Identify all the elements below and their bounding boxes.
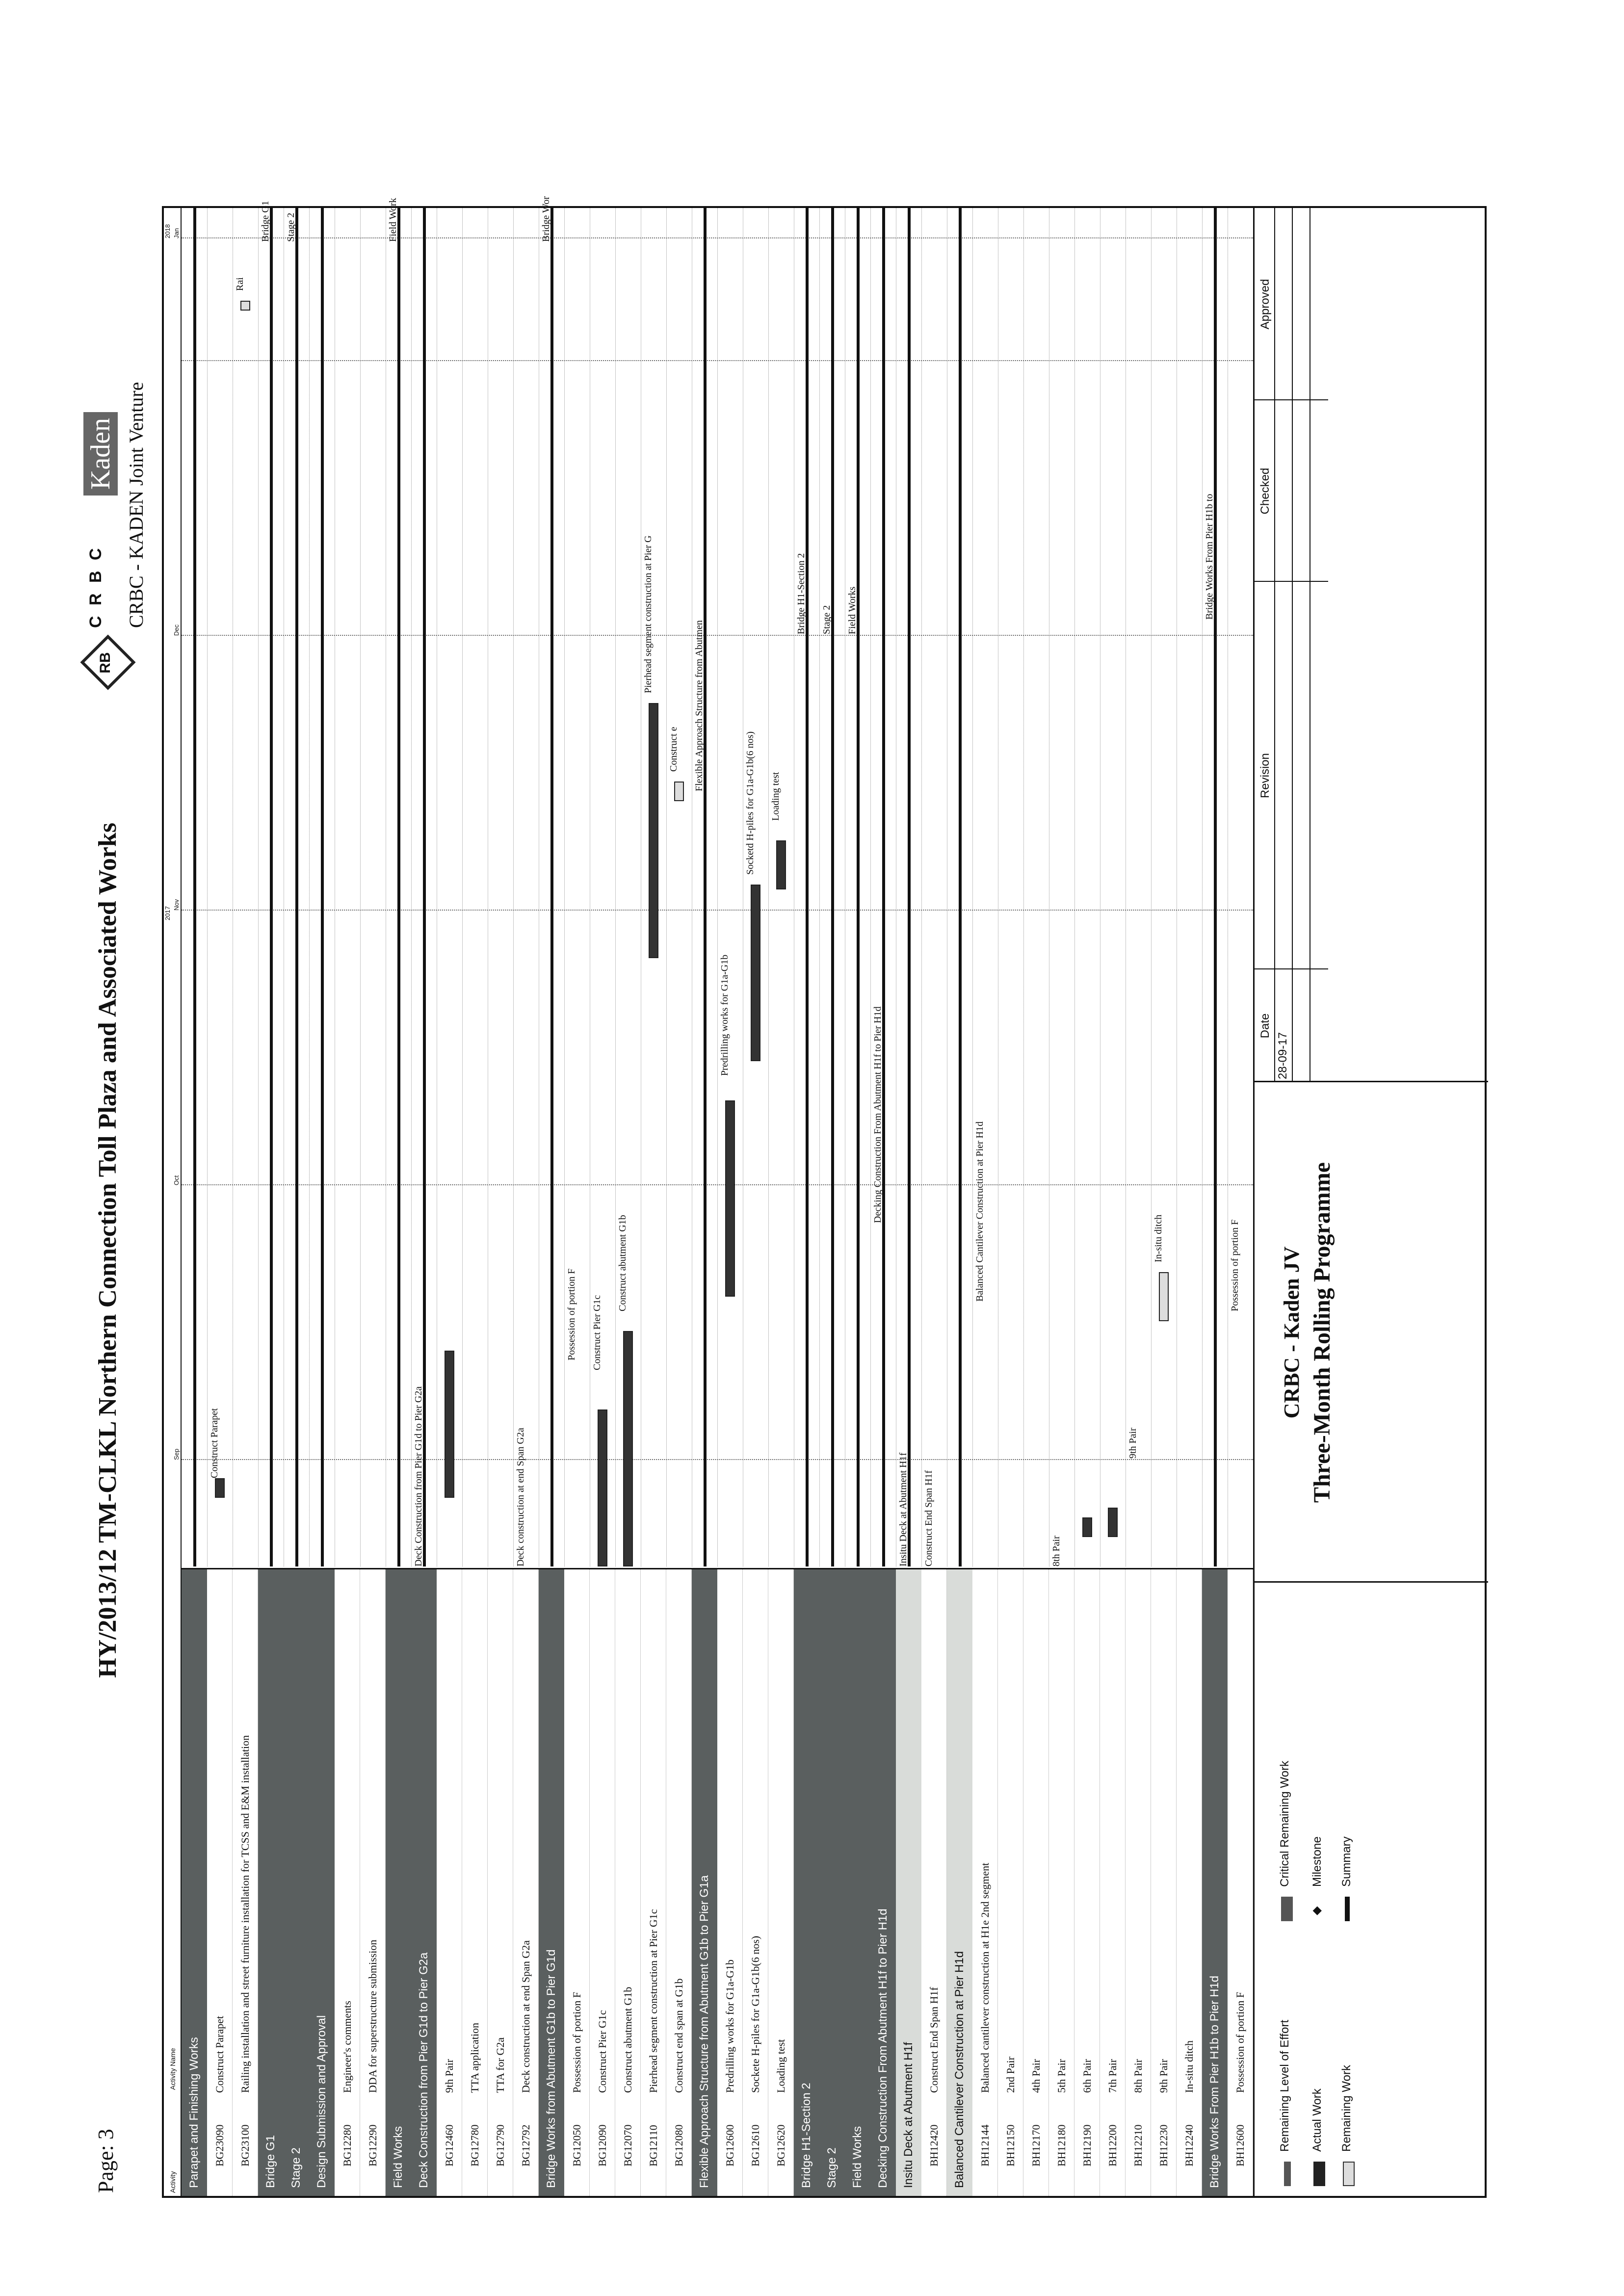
page-number: Page: 3	[94, 2129, 118, 2193]
legend-actual: Actual Work	[1310, 2088, 1324, 2152]
group-label: Field Works	[392, 2126, 405, 2188]
activity-id: BG12080	[673, 2124, 685, 2166]
month-jan: Jan	[173, 228, 180, 238]
activity-row	[972, 1569, 998, 2196]
summary-bar	[193, 208, 196, 1566]
gantt-row-line	[921, 208, 922, 1566]
bar-label: Bridge H1-Section 2	[796, 553, 807, 634]
activity-name: In-situ ditch	[1183, 2040, 1195, 2093]
activity-row	[1023, 1569, 1049, 2196]
activity-name: Construct Parapet	[213, 2015, 226, 2093]
month-gridline	[182, 1459, 1253, 1460]
activity-id: BH12150	[1004, 2124, 1017, 2166]
activity-name: Pierhead segment construction at Pier G1c	[647, 1909, 659, 2093]
month-oct: Oct	[173, 1175, 180, 1185]
kaden-logo: Kaden	[83, 412, 118, 496]
group-row	[794, 1569, 819, 2196]
activity-id: BG12070	[622, 2124, 634, 2166]
group-label: Flexible Approach Structure from Abutment G1b to Pier G1a	[698, 1875, 711, 2188]
bar-label: Bridge Works From Pier H1b to	[1204, 494, 1215, 620]
gantt-row-line	[411, 208, 412, 1566]
activity-name: Construct End Span H1f	[928, 1987, 940, 2093]
crbc-logo-icon: RB	[80, 634, 135, 690]
activity-id: BH12230	[1157, 2124, 1170, 2166]
task-bar	[674, 782, 684, 801]
legend-and-title-block	[1253, 208, 1487, 2196]
summary-bar	[321, 208, 324, 1566]
group-label: Bridge Works From Pier H1b to Pier H1d	[1208, 1975, 1221, 2188]
activity-id: BG12110	[647, 2125, 659, 2166]
activity-name: Engineer's comments	[341, 2001, 353, 2093]
month-gridline	[182, 1184, 1253, 1185]
activity-id: BG12090	[596, 2124, 608, 2166]
activity-name: Construct abutment G1b	[622, 1986, 634, 2093]
month-nov: Nov	[173, 899, 180, 911]
activity-name: 7th Pair	[1106, 2059, 1119, 2093]
programme-title: Three-Month Rolling Programme	[1309, 1162, 1335, 1503]
activity-name: Predrilling works for G1a-G1b	[724, 1959, 736, 2093]
month-gridline	[182, 635, 1253, 636]
activity-row	[1074, 1569, 1100, 2196]
activity-name: 2nd Pair	[1004, 2057, 1017, 2093]
activity-id: BG12780	[469, 2124, 481, 2166]
task-bar	[1082, 1517, 1092, 1537]
activity-row	[360, 1569, 386, 2196]
activity-row	[462, 1569, 488, 2196]
activity-name: Construct end span at G1b	[673, 1978, 685, 2093]
activity-row	[768, 1569, 794, 2196]
gantt-row-line	[207, 208, 208, 1566]
activity-row	[335, 1569, 360, 2196]
activity-row	[207, 1569, 233, 2196]
bar-label: Rai	[235, 277, 245, 291]
bar-label: Possession of portion F	[566, 1268, 577, 1360]
activity-id: BG23100	[239, 2124, 251, 2166]
summary-bar	[857, 208, 860, 1566]
bar-label: Decking Construction From Abutment H1f to Pier H1d	[872, 1006, 883, 1223]
bar-label: Field Work	[388, 198, 398, 242]
bar-label: Field Works	[847, 586, 858, 634]
activity-name: Loading test	[775, 2039, 787, 2093]
activity-row	[233, 1569, 258, 2196]
legend-swatch-remaining	[1343, 2162, 1355, 2186]
group-row	[845, 1569, 870, 2196]
task-bar	[598, 1409, 607, 1566]
gantt-row-line	[1074, 208, 1075, 1566]
group-row	[539, 1569, 564, 2196]
activity-name: DDA for superstructure submission	[367, 1939, 379, 2093]
activity-name: 9th Pair	[443, 2059, 455, 2093]
group-label: Design Submission and Approval	[315, 2015, 328, 2188]
group-row	[258, 1569, 284, 2196]
summary-bar	[882, 208, 885, 1566]
activity-id: BG12290	[367, 2124, 379, 2166]
legend-remaining: Remaining Work	[1340, 2065, 1353, 2152]
activity-id: BH12420	[928, 2124, 940, 2166]
group-row	[284, 1569, 309, 2196]
summary-bar	[831, 208, 834, 1566]
group-label: Parapet and Finishing Works	[187, 2037, 201, 2188]
crbc-logo-text: C R B C	[86, 545, 105, 628]
approved-label: Approved	[1258, 279, 1272, 330]
group-label: Insitu Deck at Abutment H1f	[902, 2042, 915, 2188]
date-label: Date	[1258, 1013, 1272, 1039]
activity-id: BG12600	[724, 2124, 736, 2166]
activity-row	[743, 1569, 768, 2196]
activity-id: BH12190	[1081, 2124, 1093, 2166]
activity-name: 4th Pair	[1030, 2059, 1042, 2093]
bar-label: Deck Construction from Pier G1d to Pier G2a	[413, 1386, 424, 1566]
gantt-row-line	[768, 208, 769, 1566]
group-row	[870, 1569, 896, 2196]
group-row	[819, 1569, 845, 2196]
activity-name: Railing installation and street furniture installation for TCSS and E&M installation	[239, 1735, 251, 2093]
activity-row	[513, 1569, 539, 2196]
group-label: Stage 2	[825, 2147, 838, 2188]
activity-id: BG12792	[520, 2124, 532, 2166]
gantt-row-line	[360, 208, 361, 1566]
activity-id: BG23090	[213, 2124, 226, 2166]
checked-label: Checked	[1258, 468, 1272, 515]
gantt-row-line	[972, 208, 973, 1566]
activity-id: BG12610	[749, 2124, 761, 2166]
gantt-row-line	[666, 208, 667, 1566]
gantt-row-line	[309, 208, 310, 1566]
column-header	[164, 208, 182, 2196]
group-label: Bridge Works from Abutment G1b to Pier G1d	[545, 1949, 558, 2188]
gantt-row-line	[819, 208, 820, 1566]
date-value: 28-09-17	[1276, 1032, 1289, 1079]
task-bar	[623, 1331, 633, 1566]
gantt-row-line	[513, 208, 514, 1566]
group-label: Deck Construction from Pier G1d to Pier G2a	[417, 1952, 430, 2188]
bar-label: Pierhead segment construction at Pier G	[643, 535, 654, 693]
joint-venture-name: CRBC - KADEN Joint Venture	[125, 382, 147, 628]
milestone-icon: ◆	[1310, 1906, 1323, 1915]
activity-name: Possession of portion F	[1234, 1992, 1246, 2093]
gantt-row-line	[1202, 208, 1203, 1566]
summary-bar	[908, 208, 911, 1566]
activity-id: BH12144	[979, 2124, 991, 2166]
activity-row	[488, 1569, 513, 2196]
group-row	[411, 1569, 437, 2196]
summary-bar	[270, 208, 273, 1566]
activity-row	[437, 1569, 462, 2196]
bar-label: Construct End Span H1f	[923, 1470, 934, 1566]
activity-row	[1151, 1569, 1177, 2196]
activity-name: Construct Pier G1c	[596, 2010, 608, 2093]
programme-sheet	[83, 196, 1487, 2198]
jv-logo	[83, 206, 157, 687]
task-bar	[445, 1351, 454, 1498]
group-row	[896, 1569, 921, 2196]
activity-row	[564, 1569, 590, 2196]
bar-label: Construct Pier G1c	[592, 1295, 602, 1370]
bar-label: Construct e	[668, 727, 679, 772]
revision-label: Revision	[1258, 753, 1272, 799]
summary-bar	[806, 208, 809, 1566]
task-bar	[215, 1478, 225, 1498]
group-row	[386, 1569, 411, 2196]
activity-row	[921, 1569, 947, 2196]
bar-label: 8th Pair	[1051, 1536, 1062, 1566]
summary-icon	[1345, 1897, 1350, 1921]
bar-label: Deck construction at end Span G2a	[515, 1428, 526, 1566]
bar-label: Flexible Approach Structure from Abutmen	[694, 620, 705, 791]
month-gridline	[182, 910, 1253, 911]
task-bar	[1108, 1508, 1118, 1537]
activity-id: BH12180	[1055, 2124, 1068, 2166]
bar-label: Construct Parapet	[209, 1408, 220, 1478]
activity-id: BG12050	[571, 2124, 583, 2166]
bar-label: Possession of portion F	[1230, 1219, 1240, 1311]
task-bar	[1159, 1272, 1169, 1321]
bar-label: Bridge Wor	[541, 196, 551, 242]
summary-bar	[550, 208, 553, 1566]
activity-name: 6th Pair	[1081, 2059, 1093, 2093]
activity-row	[615, 1569, 641, 2196]
gantt-row-line	[717, 208, 718, 1566]
summary-bar	[1214, 208, 1217, 1566]
activity-id: BG12460	[443, 2124, 455, 2166]
activity-id: BH12200	[1106, 2124, 1119, 2166]
group-row	[692, 1569, 717, 2196]
activity-id: BG12620	[775, 2124, 787, 2166]
activity-row	[641, 1569, 666, 2196]
activity-name: Balanced cantilever construction at H1e 2nd segment	[979, 1862, 991, 2093]
activity-row	[1177, 1569, 1202, 2196]
activity-id: BH12210	[1132, 2124, 1144, 2166]
activity-row	[717, 1569, 743, 2196]
gantt-row-line	[1023, 208, 1024, 1566]
activity-name: 9th Pair	[1157, 2059, 1170, 2093]
legend-swatch-critical	[1281, 1897, 1293, 1921]
group-label: Bridge G1	[264, 2135, 277, 2188]
legend-milestone: Milestone	[1310, 1836, 1324, 1887]
activity-name: Deck construction at end Span G2a	[520, 1940, 532, 2093]
gantt-row-line	[258, 208, 259, 1566]
bar-label: Socketd H-piles for G1a-G1b(6 nos)	[745, 731, 756, 875]
legend-swatch-effort	[1284, 2162, 1291, 2186]
programme-frame	[162, 196, 1487, 2198]
document-title: HY/2013/12 TM-CLKL Northern Connection Toll Plaza and Associated Works	[94, 822, 122, 1678]
activity-id: BG12790	[494, 2124, 506, 2166]
group-row	[182, 1569, 207, 2196]
bar-label: Insitu Deck at Abutment H1f	[898, 1452, 909, 1566]
bar-label: Loading test	[770, 772, 781, 821]
task-bar	[751, 885, 760, 1061]
summary-bar	[704, 208, 707, 1566]
activity-row	[1126, 1569, 1151, 2196]
summary-bar	[423, 208, 426, 1566]
activity-name: 5th Pair	[1055, 2059, 1068, 2093]
legend-summary: Summary	[1340, 1836, 1353, 1887]
bar-label: 9th Pair	[1127, 1428, 1138, 1459]
month-gridline	[182, 237, 1253, 238]
gantt-row-line	[1151, 208, 1152, 1566]
summary-bar	[397, 208, 400, 1566]
gantt-row-line	[870, 208, 871, 1566]
summary-bar	[959, 208, 962, 1566]
task-bar	[240, 301, 250, 311]
month-dec: Dec	[173, 624, 180, 636]
bar-label: Construct abutment G1b	[617, 1215, 628, 1311]
activity-id: BG12280	[341, 2124, 353, 2166]
activity-id: BH12170	[1030, 2124, 1042, 2166]
bar-label: Stage 2	[821, 605, 832, 634]
bar-label: Balanced Cantilever Construction at Pier H1d	[974, 1121, 985, 1302]
activity-row	[998, 1569, 1023, 2196]
bar-label: Predrilling works for G1a-G1b	[719, 954, 730, 1076]
activity-name: TTA for G2a	[494, 2037, 506, 2093]
activity-row	[666, 1569, 692, 2196]
task-bar	[725, 1100, 735, 1297]
activity-table	[182, 1568, 1253, 2196]
task-bar	[649, 703, 658, 958]
summary-bar	[295, 208, 298, 1566]
col-id-header: Activity	[169, 2171, 177, 2193]
task-bar	[776, 840, 786, 889]
activity-name: Possession of portion F	[571, 1992, 583, 2093]
gantt-row-line	[564, 208, 565, 1566]
group-row	[309, 1569, 335, 2196]
year-2017: 2017	[164, 906, 171, 920]
group-row	[947, 1569, 972, 2196]
activity-name: Sockete H-piles for G1a-G1b(6 nos)	[749, 1935, 761, 2093]
bar-label: In-situ ditch	[1153, 1214, 1164, 1262]
gantt-area	[182, 196, 1253, 1566]
col-name-header: Activity Name	[169, 2048, 177, 2090]
legend-remaining-effort: Remaining Level of Effort	[1278, 2019, 1291, 2152]
activity-row	[590, 1569, 615, 2196]
group-label: Balanced Cantilever Construction at Pier H1d	[953, 1951, 966, 2188]
group-label: Stage 2	[289, 2147, 303, 2188]
activity-name: 8th Pair	[1132, 2059, 1144, 2093]
activity-row	[1228, 1569, 1253, 2196]
group-label: Decking Construction From Abutment H1f to Pier H1d	[876, 1908, 890, 2188]
activity-name: TTA application	[469, 2022, 481, 2093]
gantt-row-line	[462, 208, 463, 1566]
month-sep: Sep	[173, 1448, 180, 1460]
activity-row	[1100, 1569, 1126, 2196]
month-gridline	[182, 360, 1253, 361]
group-label: Field Works	[851, 2126, 864, 2188]
activity-id: BH12240	[1183, 2124, 1195, 2166]
company-title: CRBC - Kaden JV	[1280, 1246, 1304, 1419]
bar-label: Bridge G1	[260, 201, 271, 242]
bar-label: Stage 2	[286, 212, 296, 242]
legend-swatch-actual	[1313, 2162, 1325, 2186]
activity-row	[1049, 1569, 1074, 2196]
group-label: Bridge H1-Section 2	[800, 2083, 813, 2188]
gantt-row-line	[615, 208, 616, 1566]
activity-id: BH12600	[1234, 2124, 1246, 2166]
group-row	[1202, 1569, 1228, 2196]
year-2018: 2018	[164, 224, 171, 238]
legend-critical: Critical Remaining Work	[1278, 1761, 1291, 1887]
